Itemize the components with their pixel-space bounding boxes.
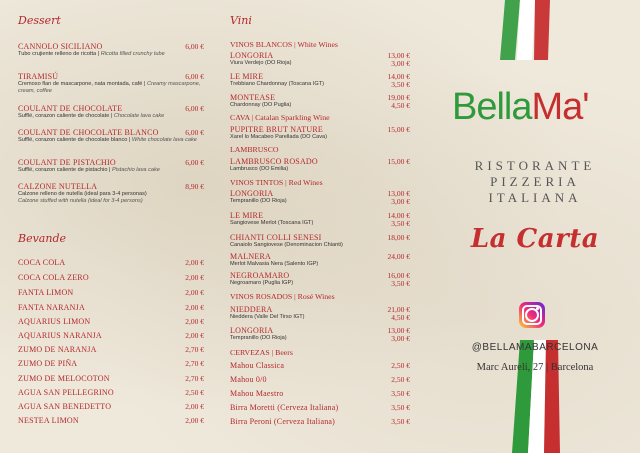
wine-item — [230, 125, 410, 141]
glass-price: 4,50 € — [391, 313, 410, 322]
item-name: Birra Peroni (Cerveza Italiana) — [230, 417, 336, 426]
bottle-price: 15,00 € — [387, 125, 410, 134]
item-name: NIEDDERA — [230, 305, 273, 314]
dessert-item — [18, 128, 204, 144]
item-desc: Sufflé, corazon caliente de chocolate blanco | White chocolate lava cake — [18, 137, 197, 143]
wine-item — [230, 271, 410, 287]
dessert-item — [18, 158, 204, 174]
subtitle-line-1: RISTORANTE — [474, 158, 596, 173]
item-desc: Trebbiano Chardonnay (Toscana IGT) — [230, 81, 325, 87]
item-desc: Nieddera (Valle Del Tirso IGT) — [230, 314, 305, 320]
wine-item — [230, 157, 410, 173]
item-price: 2,00 € — [185, 288, 204, 297]
item-name: Mahou 0/0 — [230, 375, 267, 384]
dessert-item — [18, 182, 204, 205]
item-name: LONGORIA — [230, 326, 274, 335]
wine-item — [230, 93, 410, 109]
wine-item — [230, 326, 410, 342]
item-price: 2,00 € — [185, 317, 204, 326]
item-name: COCA COLA ZERO — [18, 273, 89, 282]
item-price: 3,50 € — [391, 417, 410, 426]
wine-item — [230, 252, 410, 268]
item-desc: Tempranillo (DO Rioja) — [230, 335, 287, 341]
item-price: 2,00 € — [185, 303, 204, 312]
item-desc: Sangiovese Merlot (Toscana IGT) — [230, 220, 314, 226]
dessert-item — [18, 104, 204, 120]
drink-item — [18, 288, 204, 297]
item-name: LE MIRE — [230, 211, 264, 220]
bottle-price: 15,00 € — [387, 157, 410, 166]
item-desc: Canaiolo Sangiovese (Denominacion Chianti) — [230, 242, 343, 248]
item-desc: Sufflé, corazon caliente de pistachio | Pistachio lava cake — [18, 167, 160, 173]
item-desc: Chardonnay (DO Puglia) — [230, 102, 292, 108]
item-price: 6,00 € — [185, 128, 204, 137]
la-carta-title: La Carta — [470, 224, 600, 254]
item-price: 2,50 € — [185, 388, 204, 397]
bottle-price: 13,00 € — [387, 189, 410, 198]
item-price: 2,50 € — [391, 361, 410, 370]
item-price: 6,00 € — [185, 42, 204, 51]
instagram-icon[interactable] — [519, 302, 545, 328]
glass-price: 4,50 € — [391, 101, 410, 110]
item-price: 6,00 € — [185, 104, 204, 113]
drink-item — [18, 303, 204, 312]
item-price: 2,50 € — [391, 375, 410, 384]
item-name: PUPITRE BRUT NATURE — [230, 125, 323, 134]
item-price: 3,50 € — [391, 389, 410, 398]
bottle-price: 18,00 € — [387, 233, 410, 242]
bottle-price: 14,00 € — [387, 72, 410, 81]
glass-price: 3,50 € — [391, 219, 410, 228]
glass-price: 3,00 € — [391, 59, 410, 68]
item-desc: Xarel lo Macabeo Parellada (DO Cava) — [230, 134, 328, 140]
bevande-title: Bevande — [18, 232, 67, 245]
drink-item — [18, 359, 204, 368]
beer-item — [230, 375, 410, 384]
bottle-price: 16,00 € — [387, 271, 410, 280]
item-name: NEGROAMARO — [230, 271, 290, 280]
category-header: CERVEZAS | Beers — [230, 348, 293, 357]
bottle-price: 13,00 € — [387, 326, 410, 335]
wine-item — [230, 189, 410, 205]
category-header: VINOS BLANCOS | White Wines — [230, 40, 338, 49]
dessert-title: Dessert — [18, 14, 61, 27]
subtitle-line-2: PIZZERIA — [490, 174, 580, 189]
vini-column — [230, 0, 410, 453]
item-name: FANTA NARANJA — [18, 303, 85, 312]
item-price: 2,00 € — [185, 416, 204, 425]
beer-item — [230, 417, 410, 426]
item-name: ZUMO DE NARANJA — [18, 345, 97, 354]
item-name: CHIANTI COLLI SENESI — [230, 233, 322, 242]
item-name: TIRAMISÚ — [18, 72, 59, 81]
item-name: AGUA SAN PELLEGRINO — [18, 388, 114, 397]
drink-item — [18, 402, 204, 411]
glass-price: 3,50 € — [391, 279, 410, 288]
dessert-column — [18, 0, 204, 453]
item-name: Mahou Classica — [230, 361, 285, 370]
drink-item — [18, 388, 204, 397]
logo-part-red: Ma' — [531, 86, 589, 128]
subtitle-line-3: ITALIANA — [488, 190, 582, 205]
drink-item — [18, 374, 204, 383]
item-desc: Cremoso flan de mascarpone, nata montada, café | Creamy mascarpone, cream, coffee — [18, 81, 201, 94]
beer-item — [230, 403, 410, 412]
vini-title: Vini — [230, 14, 252, 27]
item-name: CALZONE NUTELLA — [18, 182, 98, 191]
glass-price: 3,50 € — [391, 80, 410, 89]
item-price: 2,00 € — [185, 402, 204, 411]
drink-item — [18, 331, 204, 340]
item-name: COULANT DE CHOCOLATE — [18, 104, 123, 113]
drink-item — [18, 273, 204, 282]
bottle-price: 24,00 € — [387, 252, 410, 261]
item-desc: Merlot Malvasia Nera (Salento IGP) — [230, 261, 319, 267]
item-price: 8,90 € — [185, 182, 204, 191]
item-name: FANTA LIMON — [18, 288, 74, 297]
item-price: 2,00 € — [185, 273, 204, 282]
wine-item — [230, 233, 410, 249]
dessert-item — [18, 72, 204, 95]
item-name: COULANT DE CHOCOLATE BLANCO — [18, 128, 159, 137]
item-name: NESTEA LIMON — [18, 416, 79, 425]
item-price: 2,70 € — [185, 374, 204, 383]
drink-item — [18, 258, 204, 267]
item-price: 6,00 € — [185, 72, 204, 81]
bottle-price: 19,00 € — [387, 93, 410, 102]
wine-item — [230, 211, 410, 227]
item-name: LONGORIA — [230, 51, 274, 60]
item-desc: Negroamaro (Puglia IGP) — [230, 280, 294, 286]
item-price: 2,70 € — [185, 345, 204, 354]
item-name: AGUA SAN BENEDETTO — [18, 402, 112, 411]
category-header: VINOS TINTOS | Red Wines — [230, 178, 323, 187]
item-desc: Tubo crujiente relleno de ricotta | Ricotta filled crunchy tube — [18, 51, 165, 57]
beer-item — [230, 361, 410, 370]
item-price: 2,70 € — [185, 359, 204, 368]
item-price: 2,00 € — [185, 258, 204, 267]
bottle-price: 13,00 € — [387, 51, 410, 60]
item-name: MONTEASE — [230, 93, 276, 102]
dessert-item — [18, 42, 204, 58]
item-name: LONGORIA — [230, 189, 274, 198]
glass-price: 3,00 € — [391, 197, 410, 206]
item-name: AQUARIUS NARANJA — [18, 331, 102, 340]
category-header: LAMBRUSCO — [230, 145, 279, 154]
item-name: COULANT DE PISTACHIO — [18, 158, 116, 167]
wine-item — [230, 51, 410, 67]
item-desc: Lambrusco (DO Emilia) — [230, 166, 289, 172]
glass-price: 3,00 € — [391, 334, 410, 343]
item-name: AQUARIUS LIMON — [18, 317, 91, 326]
drink-item — [18, 317, 204, 326]
item-name: LAMBRUSCO ROSADO — [230, 157, 318, 166]
drink-item — [18, 345, 204, 354]
beer-item — [230, 389, 410, 398]
item-name: Mahou Maestro — [230, 389, 284, 398]
bottle-price: 21,00 € — [387, 305, 410, 314]
bellama-logo — [452, 86, 589, 129]
item-name: ZUMO DE PIÑA — [18, 359, 78, 368]
item-name: COCA COLA — [18, 258, 66, 267]
address: Marc Aureli, 27 | Barcelona — [476, 362, 594, 373]
bottle-price: 14,00 € — [387, 211, 410, 220]
item-price: 6,00 € — [185, 158, 204, 167]
item-name: Birra Moretti (Cerveza Italiana) — [230, 403, 339, 412]
wine-item — [230, 72, 410, 88]
item-desc: Tempranillo (DO Rioja) — [230, 198, 287, 204]
item-desc: Calzone relleno de nutella (ideal para 3-4 personas) Calzone stuffed with nutella (ideal for 3-4 persons) — [18, 191, 147, 204]
category-header: VINOS ROSADOS | Rosé Wines — [230, 292, 335, 301]
instagram-handle[interactable]: @BELLAMABARCELONA — [471, 342, 599, 353]
item-price: 3,50 € — [391, 403, 410, 412]
category-header: CAVA | Catalan Sparkling Wine — [230, 113, 330, 122]
item-name: CANNOLO SICILIANO — [18, 42, 103, 51]
logo-part-green: Bella — [452, 86, 532, 128]
drink-item — [18, 416, 204, 425]
item-price: 2,00 € — [185, 331, 204, 340]
item-name: LE MIRE — [230, 72, 264, 81]
item-name: MALNERA — [230, 252, 271, 261]
item-desc: Viura Verdejo (DO Rioja) — [230, 60, 292, 66]
item-desc: Sufflé, corazon caliente de chocolate | Chocolate lava cake — [18, 113, 165, 119]
item-name: ZUMO DE MELOCOTON — [18, 374, 110, 383]
wine-item — [230, 305, 410, 321]
